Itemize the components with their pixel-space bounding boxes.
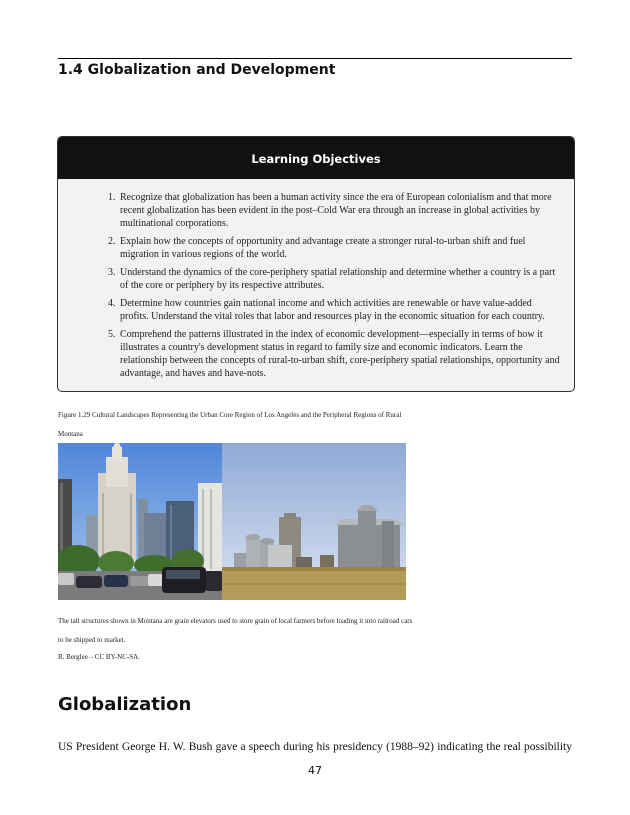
- objective-item: 4. Determine how countries gain national income and which activities are renewable or have value-added profits. Understand the vital roles that labor and resources play in the economic situation for each country.: [118, 297, 560, 323]
- learning-objectives-box: [57, 136, 575, 392]
- body-paragraph: US President George H. W. Bush gave a speech during his presidency (1988–92) indicating the real possibility: [58, 741, 572, 753]
- figure-caption: Figure 1.29 Cultural Landscapes Representing the Urban Core Region of Los Angeles and the Peripheral Regions of Rural Montana: [58, 411, 402, 438]
- objective-item: 2. Explain how the concepts of opportunity and advantage create a stronger rural-to-urban shift and fuel migration in various regions of the world.: [118, 235, 560, 261]
- montana-photo: [222, 443, 406, 600]
- figure-credit: R. Berglee – CC BY-NC-SA.: [58, 653, 140, 661]
- los-angeles-photo: [58, 443, 222, 600]
- figure-photos: [58, 443, 406, 600]
- objective-item: 5. Comprehend the patterns illustrated in the index of economic development—especially in terms of how it illustrates a country's development status in regard to family size and economic indicators. Learn the relationship between the concepts of rural-to-urban shift, core-periphery spatial relationships, opportunity and advantage, and haves and have-nots.: [118, 328, 560, 380]
- header-rule: [58, 58, 572, 59]
- learning-objectives-heading: Learning Objectives: [58, 137, 574, 179]
- section-title: 1.4 Globalization and Development: [58, 62, 336, 78]
- page-number: 47: [308, 764, 322, 777]
- globalization-heading: Globalization: [58, 694, 192, 715]
- objective-item: 3. Understand the dynamics of the core-periphery spatial relationship and determine whether a country is a part of the core or periphery by its respective attributes.: [118, 266, 560, 292]
- figure-note: The tall structures shown in Montana are grain elevators used to store grain of local farmers before loading it into railroad cars to be shipped to market.: [58, 617, 413, 644]
- learning-objectives-list: [96, 191, 560, 380]
- objective-item: 1. Recognize that globalization has been a human activity since the era of European colonialism and that more recent globalization has been evident in the post–Cold War era through an increase in global activities by multinational corporations.: [118, 191, 560, 230]
